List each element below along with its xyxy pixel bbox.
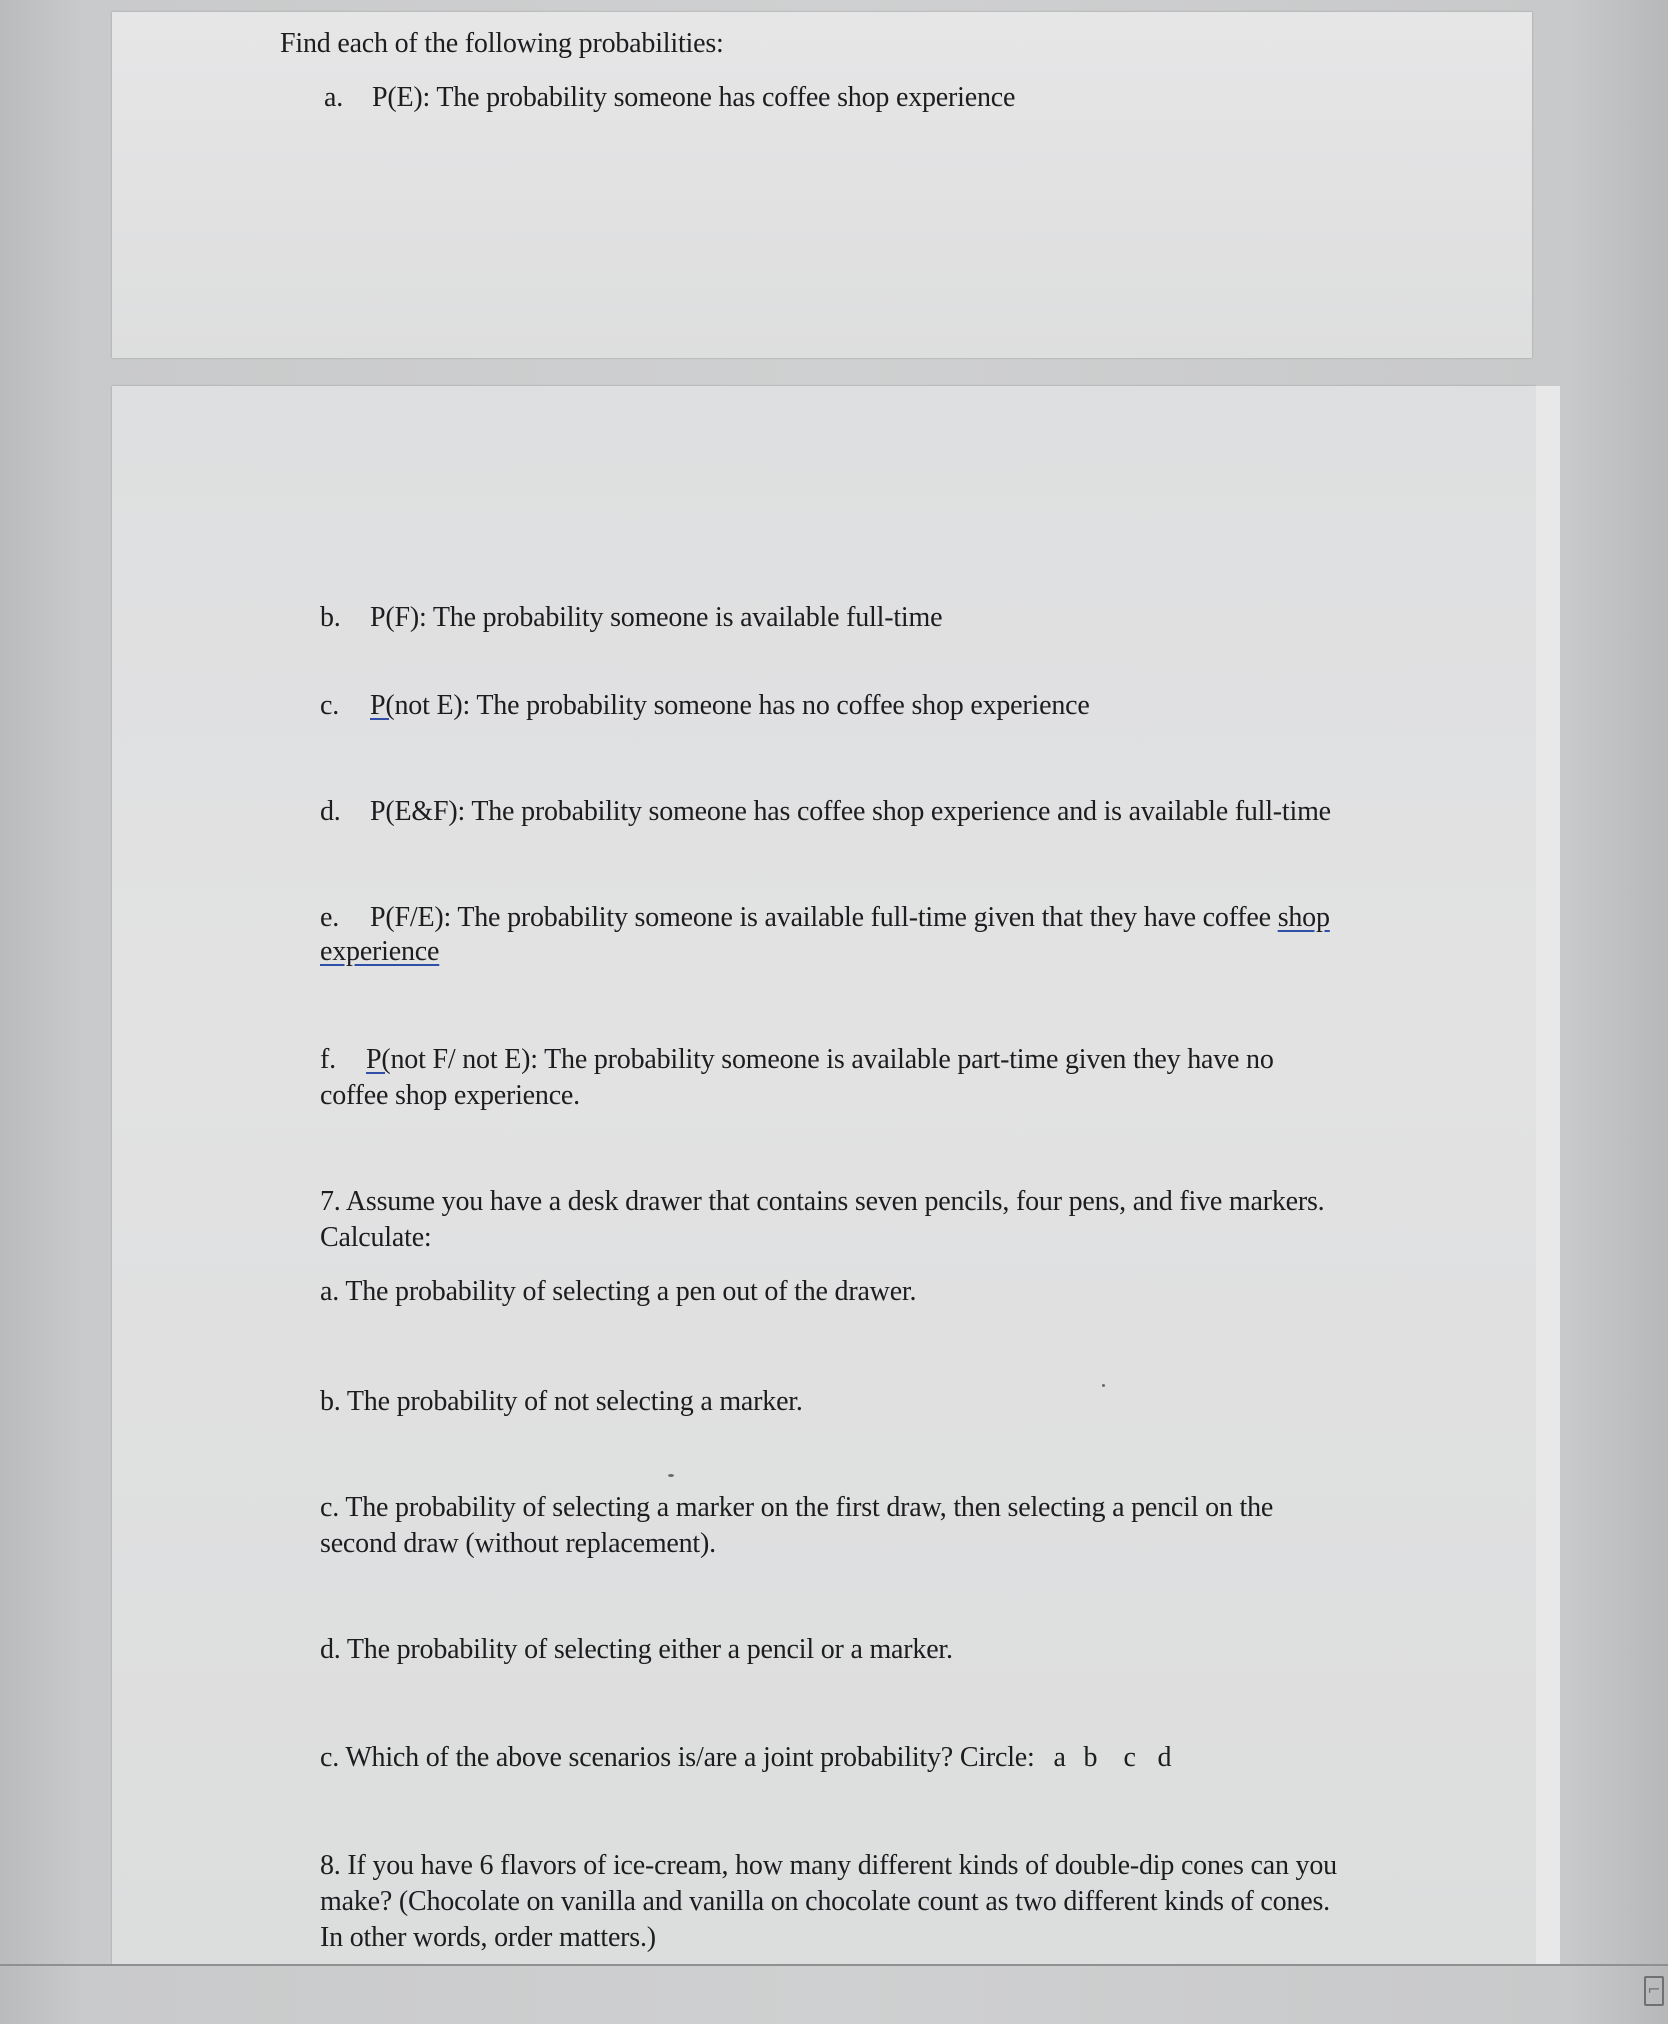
q6-item-c-marker: c.	[320, 690, 340, 721]
q6-item-e-text: P(F/E): The probability someone is available full-time given that they have coffee	[370, 902, 1271, 933]
q6-item-d-text: P(E&F): The probability someone has coffee shop experience and is available full-time	[370, 796, 1331, 827]
q6-item-c-prefix: P(	[370, 690, 395, 721]
q7-part-e-text: c. Which of the above scenarios is/are a joint probability? Circle:	[320, 1742, 1035, 1773]
q6-item-a-marker: a.	[324, 82, 344, 113]
q8-prompt-line1: 8. If you have 6 flavors of ice-cream, how many different kinds of double-dip cones can you	[320, 1850, 1337, 1881]
top-paper-sheet	[112, 12, 1532, 358]
q6-item-b-marker: b.	[320, 602, 341, 633]
q7-part-e	[320, 1740, 1171, 1776]
q6-item-e-marker: e.	[320, 902, 340, 933]
q6-item-d	[320, 794, 1331, 830]
q6-item-e-underlined-word: shop	[1277, 902, 1330, 933]
section-heading: Find each of the following probabilities:	[280, 28, 724, 59]
choice-c: c	[1123, 1742, 1136, 1773]
q7-prompt-line2: Calculate:	[320, 1222, 432, 1253]
q7-part-c-line2: second draw (without replacement).	[320, 1528, 716, 1559]
q6-item-c-text: not E): The probability someone has no coffee shop experience	[394, 690, 1090, 721]
q6-item-c	[320, 688, 1090, 724]
paper-speck	[1102, 1384, 1105, 1387]
q6-item-a-text: P(E): The probability someone has coffee shop experience	[372, 82, 1016, 113]
q8-prompt-line3: In other words, order matters.)	[320, 1922, 656, 1953]
q6-item-e-line1	[320, 900, 1330, 936]
q6-item-b	[320, 600, 942, 636]
choice-b: b	[1083, 1742, 1098, 1773]
q6-item-b-text: P(F): The probability someone is available full-time	[370, 602, 943, 633]
scan-corner-icon[interactable]: ⌐	[1644, 1976, 1664, 2006]
q6-item-f-line2: coffee shop experience.	[320, 1080, 580, 1111]
choice-a: a	[1053, 1742, 1066, 1773]
paper-edge-strip	[1536, 386, 1560, 1964]
q7-part-c-line1: c. The probability of selecting a marker on the first draw, then selecting a pencil on the	[320, 1492, 1274, 1523]
q8-prompt-line2: make? (Chocolate on vanilla and vanilla on chocolate count as two different kinds of cones.	[320, 1886, 1330, 1917]
q7-prompt-line1: 7. Assume you have a desk drawer that contains seven pencils, four pens, and five markers.	[320, 1186, 1325, 1217]
q6-item-f-marker: f.	[320, 1044, 336, 1075]
q7-part-d: d. The probability of selecting either a pencil or a marker.	[320, 1634, 953, 1665]
q7-part-a: a. The probability of selecting a pen out of the drawer.	[320, 1276, 917, 1307]
q6-item-f-prefix: P(	[366, 1044, 391, 1075]
q6-item-e-line2	[320, 934, 439, 970]
paper-speck	[668, 1474, 674, 1477]
page-bottom-edge	[0, 1964, 1668, 1966]
q6-item-f-text: not F/ not E): The probability someone is available part-time given they have no	[390, 1044, 1274, 1075]
q6-item-e-continuation: experience	[320, 936, 440, 967]
q6-item-f-line1	[320, 1042, 1274, 1078]
q7-part-b: b. The probability of not selecting a marker.	[320, 1386, 803, 1417]
choice-d: d	[1157, 1742, 1172, 1773]
q6-item-d-marker: d.	[320, 796, 341, 827]
q6-item-a	[324, 80, 1015, 116]
